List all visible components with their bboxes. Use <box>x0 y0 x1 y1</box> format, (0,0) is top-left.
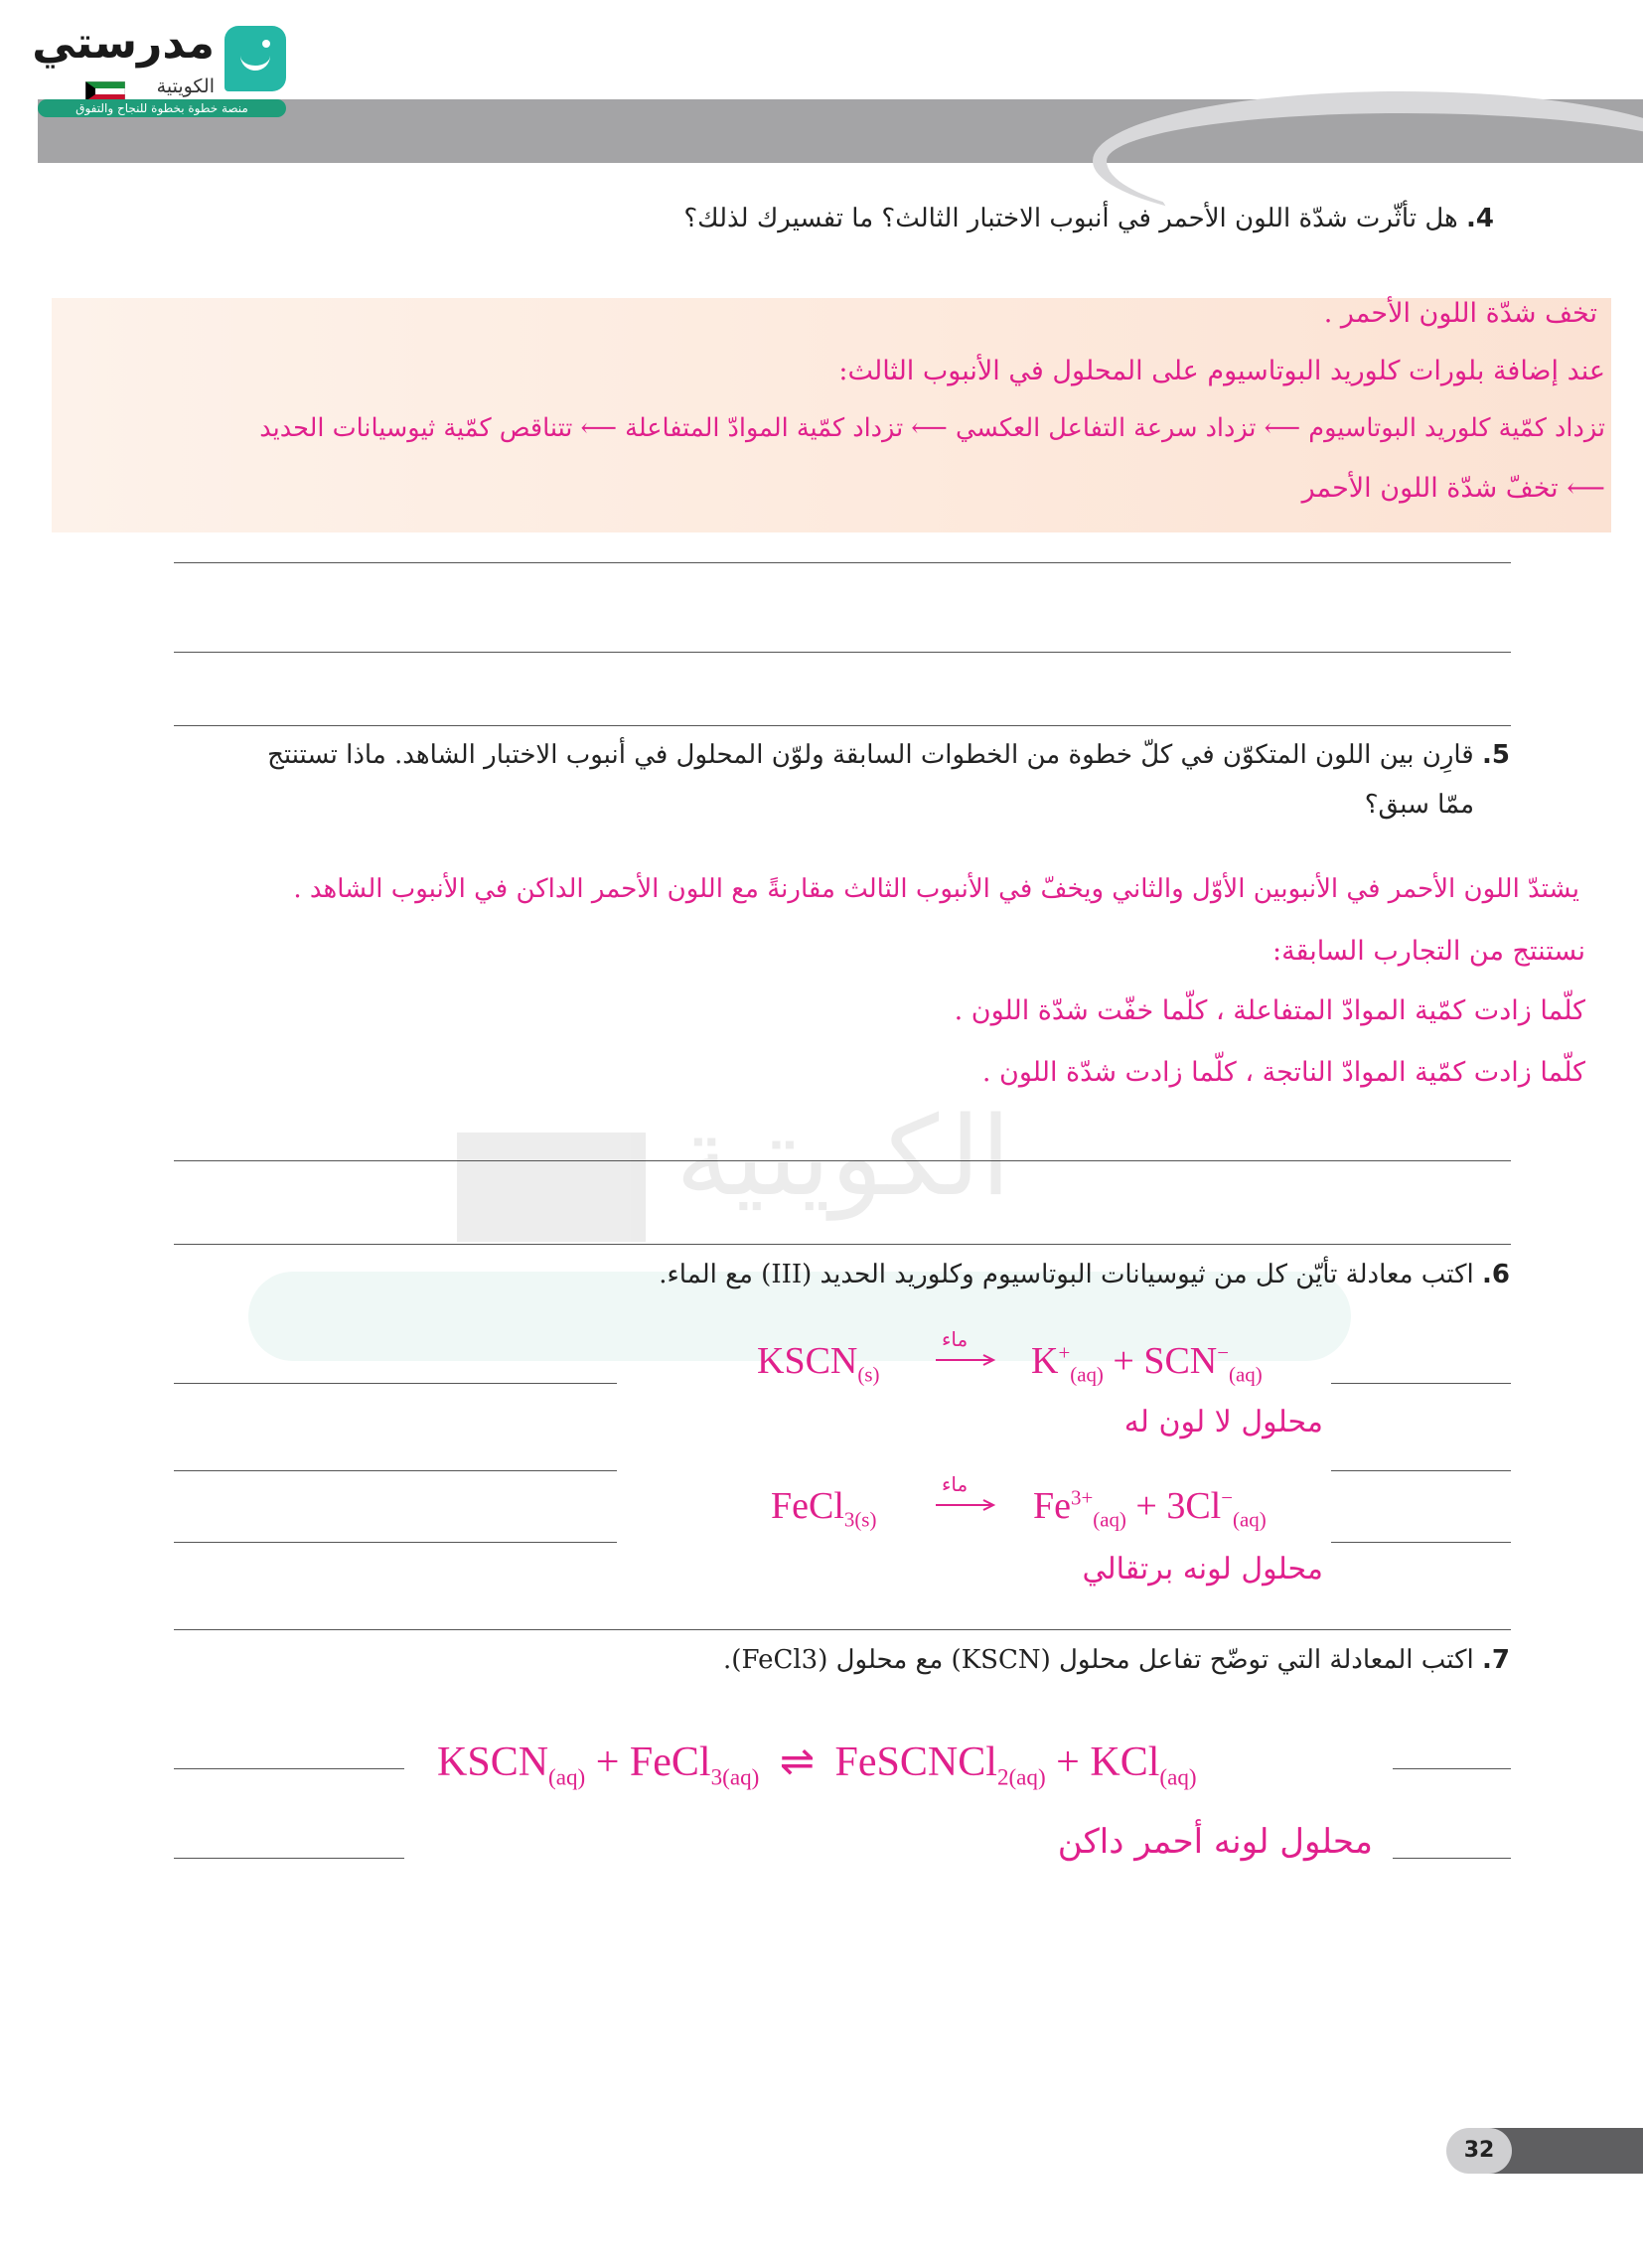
q6-text: اكتب معادلة تأيّن كل من ثيوسيانات البوتاسيوم وكلوريد الحديد (III) مع الماء. <box>659 1260 1474 1289</box>
q4-answer-line-3: تزداد كمّية كلوريد البوتاسيوم ⟵ تزداد سرعة التفاعل العكسي ⟵ تزداد كمّية الموادّ المتفاعلة ⟵ تتناقص كمّية ثيوسيانات الحديد <box>259 413 1605 443</box>
q5-prompt <box>267 740 1510 770</box>
q5-answer-line-1: يشتدّ اللون الأحمر في الأنبوبين الأوّل والثاني ويخفّ في الأنبوب الثالث مقارنةً مع اللون الأحمر الداكن في الأنبوب الشاهد . <box>293 874 1579 904</box>
answer-line <box>174 562 1511 563</box>
q5-text-line-2: ممّا سبق؟ <box>1364 790 1474 820</box>
q6-eq1-arrow-icon <box>934 1353 997 1367</box>
answer-line <box>1393 1768 1511 1769</box>
q6-prompt <box>659 1260 1510 1289</box>
q6-eq2-arrow-label: ماء <box>942 1472 969 1496</box>
q6-eq2-arrow-icon <box>934 1498 997 1512</box>
watermark <box>248 1053 1401 1381</box>
page-number: 32 <box>1446 2128 1512 2174</box>
q5-answer-line-2: نستنتج من التجارب السابقة: <box>1271 936 1585 967</box>
q6-eq1-arrow-label: ماء <box>942 1327 969 1351</box>
watermark-text: الكويتية <box>675 1093 1011 1220</box>
q6-eq2-note: محلول لونه برتقالي <box>1082 1552 1323 1587</box>
q4-answer-line-2: عند إضافة بلورات كلوريد البوتاسيوم على المحلول في الأنبوب الثالث: <box>838 356 1605 386</box>
q5-answer-line-3: كلّما زادت كمّية الموادّ المتفاعلة ، كلّما خفّت شدّة اللون . <box>954 995 1585 1026</box>
answer-line <box>1393 1858 1511 1859</box>
q6-eq2-products: $Fe^{3+}_{(aq)} + 3Cl^-_{(aq)}$ <box>1033 1485 1267 1532</box>
q5-text-line-1: قارِن بين اللون المتكوّن في كلّ خطوة من الخطوات السابقة ولوّن المحلول في أنبوب الاختبار الشاهد. ماذا تستنتج <box>267 740 1474 770</box>
answer-line <box>174 1160 1511 1161</box>
answer-line <box>174 1629 1511 1630</box>
answer-line <box>174 1470 617 1471</box>
q4-text: هل تأثّرت شدّة اللون الأحمر في أنبوب الاختبار الثالث؟ ما تفسيرك لذلك؟ <box>683 204 1458 233</box>
q6-eq1-reactant: $KSCN_{(s)}$ <box>757 1340 880 1387</box>
q4-answer-line-1: تخف شدّة اللون الأحمر . <box>1323 298 1597 329</box>
answer-line <box>174 1383 617 1384</box>
answer-line <box>1331 1470 1511 1471</box>
q6-number: 6. <box>1482 1260 1510 1289</box>
q4-prompt <box>683 204 1494 233</box>
answer-line <box>174 1542 617 1543</box>
q7-note: محلول لونه أحمر داكن <box>1057 1822 1373 1862</box>
answer-line <box>174 652 1511 653</box>
answer-line <box>1331 1542 1511 1543</box>
q7-number: 7. <box>1482 1645 1510 1675</box>
answer-line <box>174 725 1511 726</box>
q4-number: 4. <box>1466 204 1494 233</box>
q6-eq1-products: $K^+_{(aq)} + SCN^-_{(aq)}$ <box>1031 1340 1263 1387</box>
q7-prompt <box>723 1645 1510 1675</box>
q6-eq2-reactant: FeCl$_{3(s)}$ <box>771 1485 877 1532</box>
kuwait-flag-icon <box>85 81 125 101</box>
brand-name: مدرستي <box>32 18 215 69</box>
q5-answer-line-4: كلّما زادت كمّية الموادّ الناتجة ، كلّما زادت شدّة اللون . <box>981 1057 1585 1088</box>
q4-answer-line-4: ⟵ تخفّ شدّة اللون الأحمر <box>1301 473 1605 504</box>
brand-mark-icon <box>224 26 286 91</box>
q6-eq1-note: محلول لا لون له <box>1123 1405 1323 1439</box>
q7-equation: $KSCN_{(aq)}$ + FeCl$_{3(aq)}$ ⇌ FeSCNCl$_{2(aq)}$ + KCl$_{(aq)}$ <box>437 1739 1197 1790</box>
answer-line <box>174 1244 1511 1245</box>
brand-tagline: منصة خطوة بخطوة للنجاح والتفوق <box>38 99 286 117</box>
watermark-flag-icon <box>457 1133 646 1242</box>
answer-line <box>174 1768 404 1769</box>
q7-text: اكتب المعادلة التي توضّح تفاعل محلول (KSCN) مع محلول (FeCl3). <box>723 1645 1474 1675</box>
q5-number: 5. <box>1482 740 1510 770</box>
answer-line <box>1331 1383 1511 1384</box>
answer-line <box>174 1858 404 1859</box>
brand-subtitle: الكويتية <box>156 76 215 97</box>
